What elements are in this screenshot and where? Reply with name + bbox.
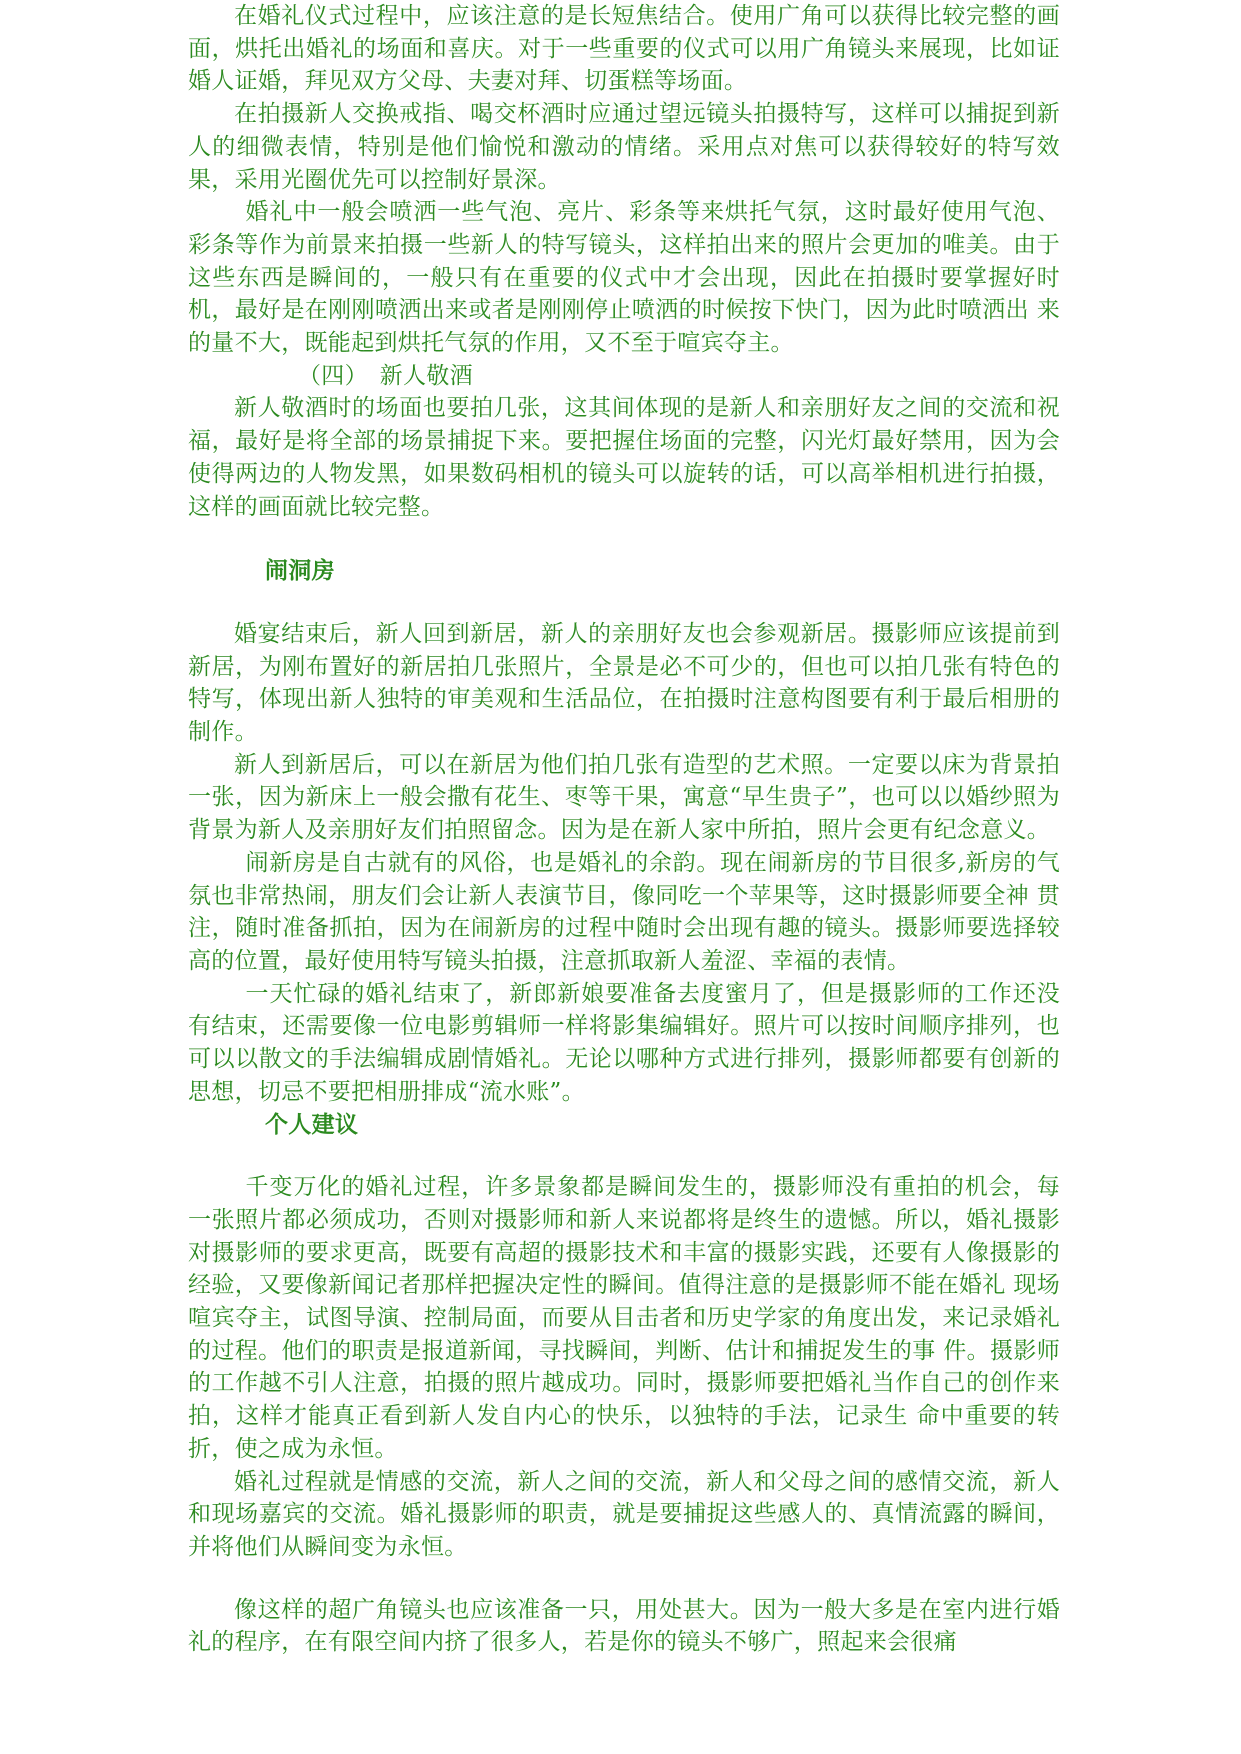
paragraph-ceremony-lens: 在婚礼仪式过程中，应该注意的是长短焦结合。使用广角可以获得比较完整的画面，烘托出婚礼的场面和喜庆。对于一些重要的仪式可以用广角镜头来展现，比如证婚人证婚，拜见双方父母、夫妻对拜、切蛋糕等场面。 [188, 3, 1060, 95]
paragraph-ring-exchange: 在拍摄新人交换戒指、喝交杯酒时应通过望远镜头拍摄特写，这样可以捕捉到新人的细微表情，特别是他们愉悦和激动的情绪。采用点对焦可以获得较好的特写效果，采用光圈优先可以控制好景深。 [188, 101, 1060, 193]
paragraph-advice-main: 千变万化的婚礼过程，许多景象都是瞬间发生的，摄影师没有重拍的机会，每一张照片都必须成功，否则对摄影师和新人来说都将是终生的遗憾。所以，婚礼摄影 对摄影师的要求更高，既要有高超的摄影技术和丰富的摄影实践，还要有人像摄影的经验，又要像新闻记者那样把握决定性的瞬间。值得注意的是摄影师不能在婚礼 现场喧宾夺主，试图导演、控制局面，而要从目击者和历史学家的角度出发，来记录婚礼的过程。他们的职责是报道新闻，寻找瞬间，判断、估计和捕捉发生的事 件。摄影师的工作越不引人注意，拍摄的照片越成功。同时，摄影师要把婚礼当作自己的创作来拍，这样才能真正看到新人发自内心的快乐，以独特的手法，记录生 命中重要的转折，使之成为永恒。 [188, 1174, 1060, 1462]
subheading-toast: （四） 新人敬酒 [298, 362, 473, 389]
heading-personal-advice: 个人建议 [265, 1110, 359, 1138]
paragraph-new-home: 婚宴结束后，新人回到新居，新人的亲朋好友也会参观新居。摄影师应该提前到新居，为刚布置好的新居拍几张照片，全景是必不可少的，但也可以拍几张有特色的特写，体现出新人独特的审美观和生活品位，在拍摄时注意构图要有利于最后相册的制作。 [188, 620, 1060, 746]
document-page [188, 0, 1060, 1659]
paragraph-nao-xinfang: 闹新房是自古就有的风俗，也是婚礼的余韵。现在闹新房的节目很多,新房的气氛也非常热闹，朋友们会让新人表演节目，像同吃一个苹果等，这时摄影师要全神 贯注，随时准备抓拍，因为在闹新房的过程中随时会出现有趣的镜头。摄影师要选择较高的位置，最好使用特写镜头拍摄，注意抓取新人羞涩、幸福的表情。 [188, 849, 1060, 974]
paragraph-confetti: 婚礼中一般会喷洒一些气泡、亮片、彩条等来烘托气氛，这时最好使用气泡、彩条等作为前景来拍摄一些新人的特写镜头，这样拍出来的照片会更加的唯美。由于 这些东西是瞬间的，一般只有在重要的仪式中才会出现，因此在拍摄时要掌握好时机，最好是在刚刚喷洒出来或者是刚刚停止喷洒的时候按下快门，因为此时喷洒出 来的量不大，既能起到烘托气氛的作用，又不至于喧宾夺主。 [188, 199, 1060, 357]
paragraph-emotion: 婚礼过程就是情感的交流，新人之间的交流，新人和父母之间的感情交流，新人和现场嘉宾的交流。婚礼摄影师的职责，就是要捕捉这些感人的、真情流露的瞬间，并将他们从瞬间变为永恒。 [188, 1468, 1060, 1560]
paragraph-toast: 新人敬酒时的场面也要拍几张，这其间体现的是新人和亲朋好友之间的交流和祝福，最好是将全部的场景捕捉下来。要把握住场面的完整，闪光灯最好禁用，因为会使得两边的人物发黑，如果数码相机的镜头可以旋转的话，可以高举相机进行拍摄，这样的画面就比较完整。 [188, 395, 1060, 520]
paragraph-editing: 一天忙碌的婚礼结束了，新郎新娘要准备去度蜜月了，但是摄影师的工作还没有结束，还需要像一位电影剪辑师一样将影集编辑好。照片可以按时间顺序排列，也 可以以散文的手法编辑成剧情婚礼。无论以哪种方式进行排列，摄影师都要有创新的思想，切忌不要把相册排成“流水账”。 [188, 980, 1060, 1105]
heading-nao-dongfang: 闹洞房 [265, 557, 335, 585]
paragraph-art-photos: 新人到新居后，可以在新居为他们拍几张有造型的艺术照。一定要以床为背景拍一张，因为新床上一般会撒有花生、枣等干果，寓意“早生贵子”，也可以以婚纱照为背景为新人及亲朋好友们拍照留念。因为是在新人家中所拍，照片会更有纪念意义。 [188, 751, 1060, 844]
paragraph-wide-angle: 像这样的超广角镜头也应该准备一只，用处甚大。因为一般大多是在室内进行婚礼的程序，在有限空间内挤了很多人，若是你的镜头不够广，照起来会很痛 [188, 1596, 1060, 1656]
